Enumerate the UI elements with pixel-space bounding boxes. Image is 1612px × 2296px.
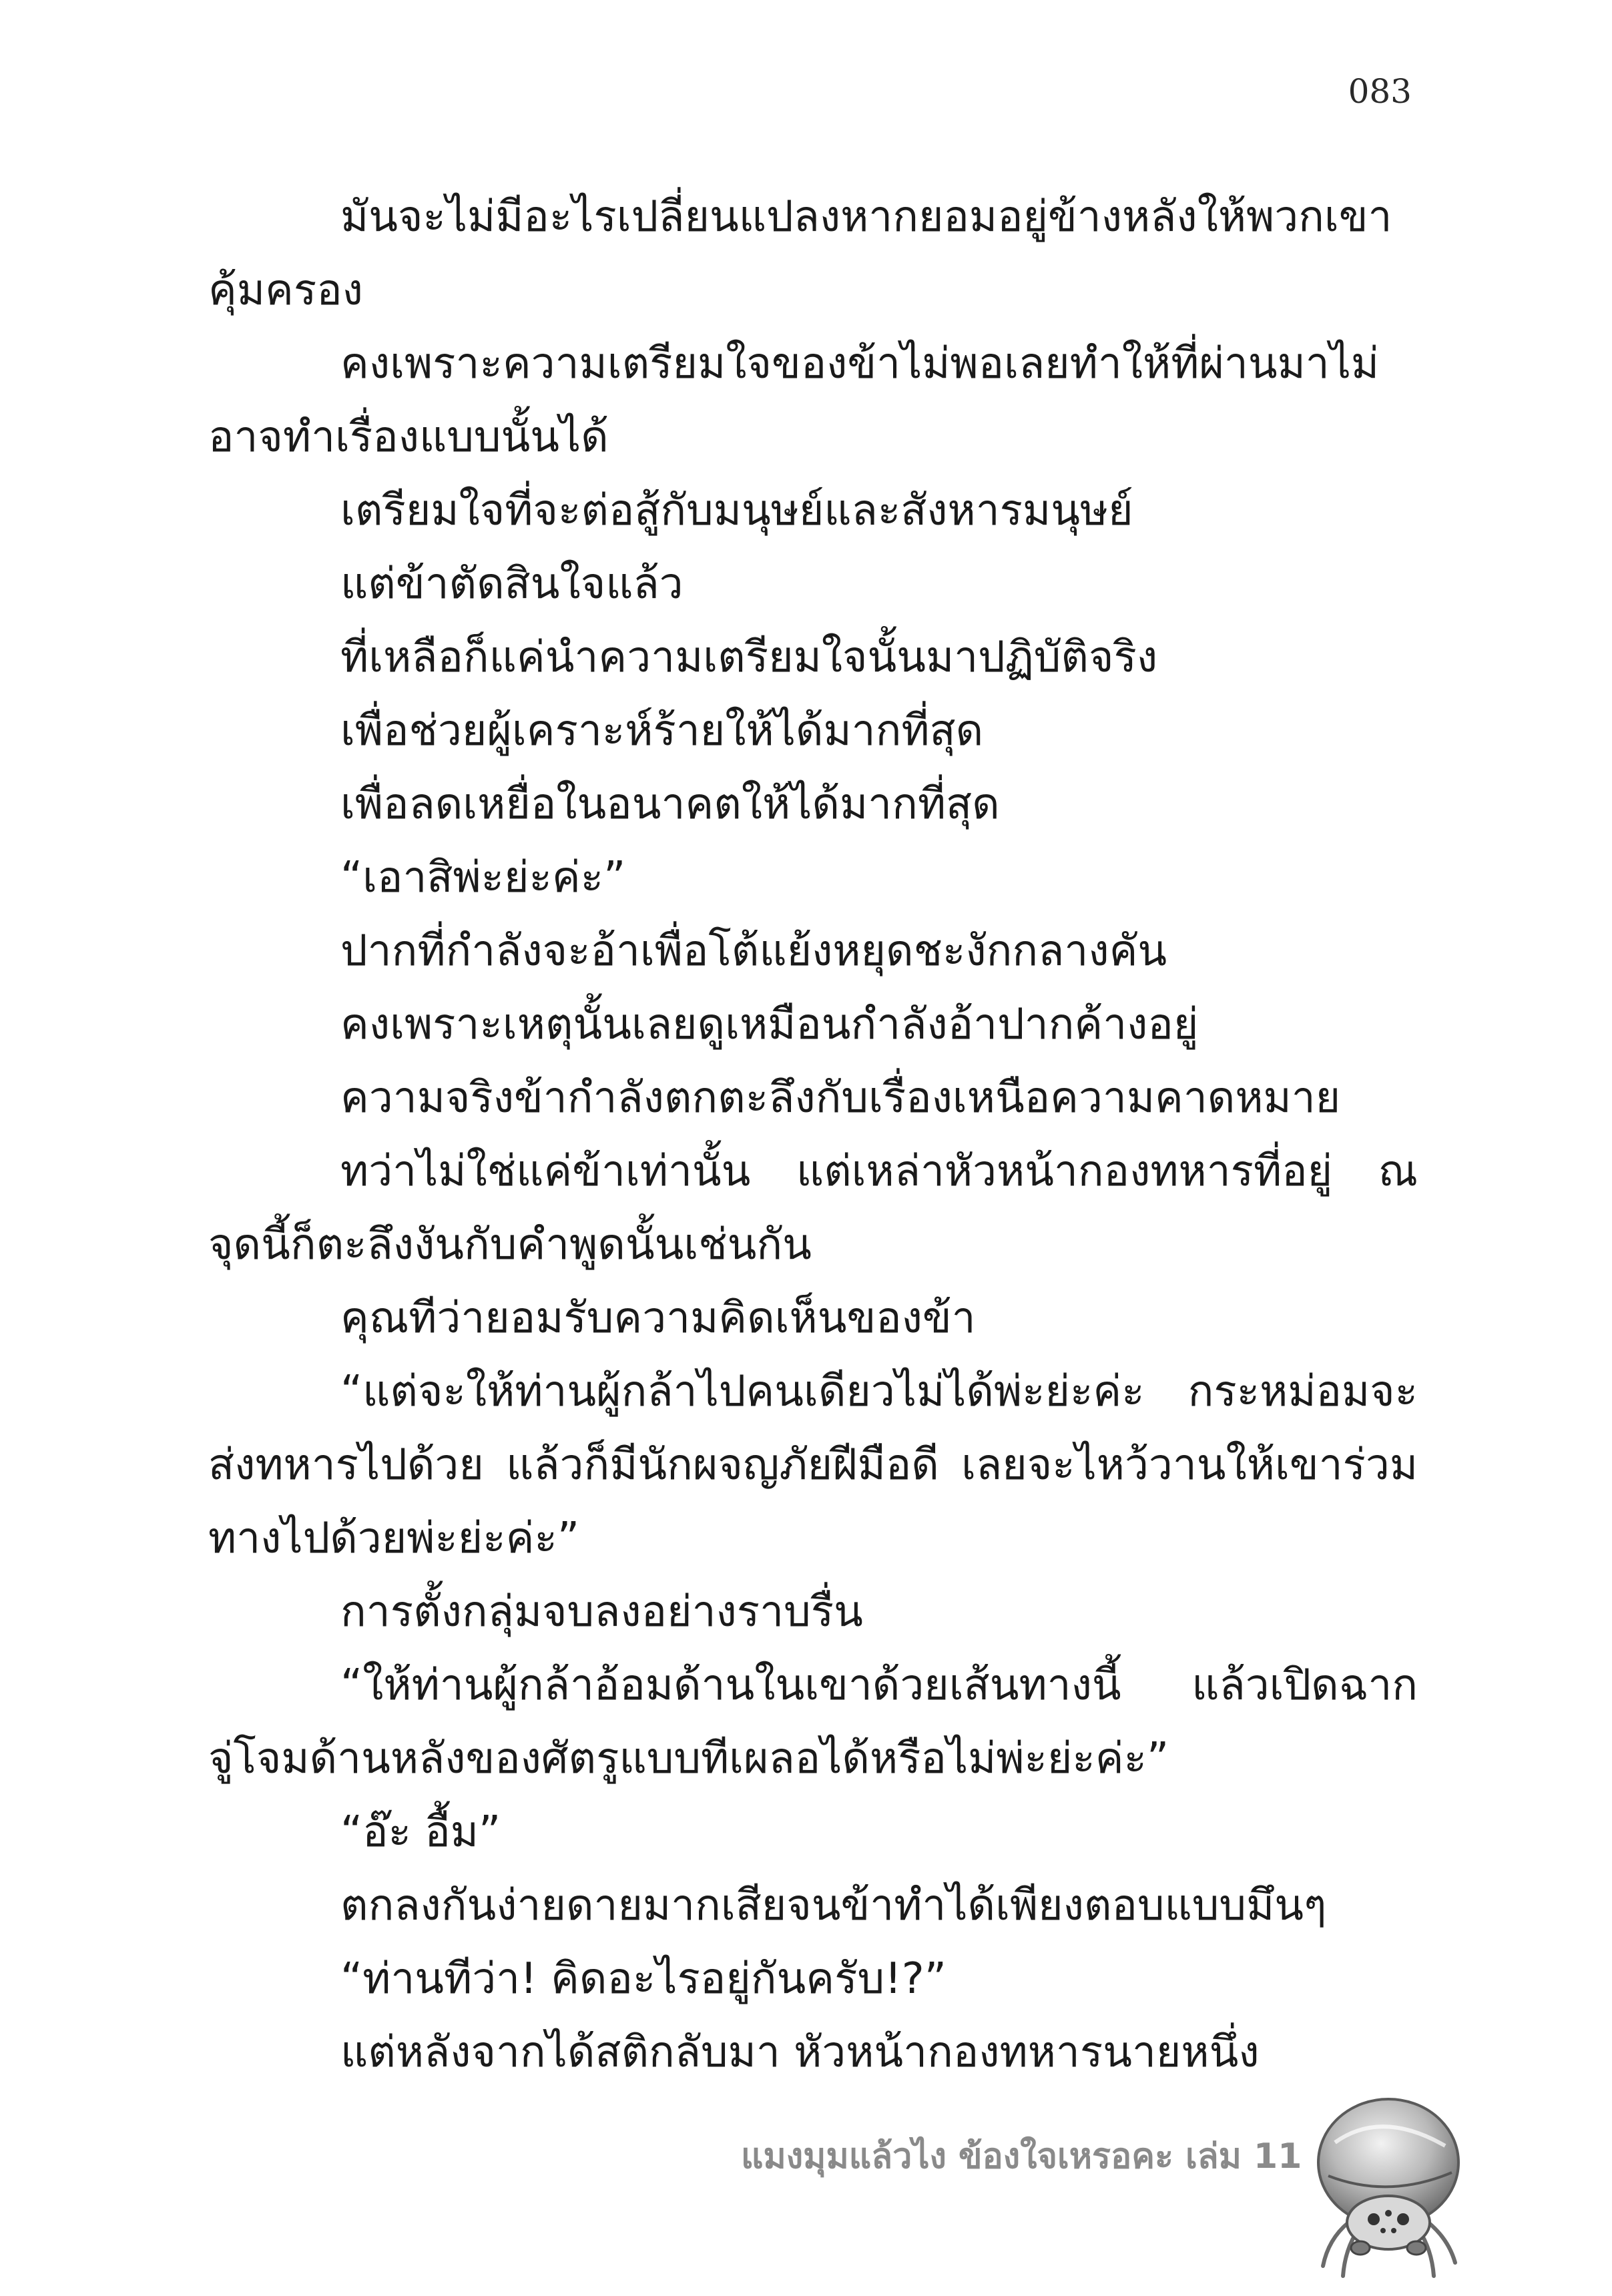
paragraph: เพื่อลดเหยื่อในอนาคตให้ได้มากที่สุด	[340, 780, 1000, 829]
paragraph: คุณทีว่ายอมรับความคิดเห็นของข้า	[340, 1294, 976, 1343]
body-text	[208, 180, 1418, 2089]
paragraph: “เอาสิพ่ะย่ะค่ะ”	[340, 853, 626, 902]
paragraph: เพื่อช่วยผู้เคราะห์ร้ายให้ได้มากที่สุด	[340, 706, 984, 756]
page-number: 083	[1348, 72, 1412, 111]
paragraph: การตั้งกลุ่มจบลงอย่างราบรื่น	[340, 1587, 863, 1637]
paragraph: คงเพราะความเตรียมใจของข้าไม่พอเลยทำให้ที่ผ่านมาไม่อาจทำเรื่องแบบนั้นได้	[208, 339, 1380, 462]
paragraph: “อ๊ะ อื้ม”	[340, 1807, 501, 1857]
paragraph: “ให้ท่านผู้กล้าอ้อมด้านในเขาด้วยเส้นทางนี้ แล้วเปิดฉากจู่โจมด้านหลังของศัตรูแบบทีเผลอได้หรือไม่พ่ะย่ะค่ะ”	[208, 1661, 1418, 1783]
spider-mascot-svg	[1308, 2082, 1468, 2283]
paragraph: “ท่านทีว่า! คิดอะไรอยู่กันครับ!?”	[340, 1954, 947, 2004]
paragraph: ตกลงกันง่ายดายมากเสียจนข้าทำได้เพียงตอบแบบมึนๆ	[340, 1881, 1327, 1930]
spider-mascot-icon	[1308, 2082, 1468, 2283]
paragraph: ทว่าไม่ใช่แค่ข้าเท่านั้น แต่เหล่าหัวหน้ากองทหารที่อยู่ ณ จุดนี้ก็ตะลึงงันกับคำพูดนั้นเช่นกัน	[208, 1147, 1418, 1269]
paragraph: แต่ข้าตัดสินใจแล้ว	[340, 559, 684, 609]
paragraph: คงเพราะเหตุนั้นเลยดูเหมือนกำลังอ้าปากค้างอยู่	[340, 1000, 1199, 1049]
paragraph: ปากที่กำลังจะอ้าเพื่อโต้แย้งหยุดชะงักกลางคัน	[340, 926, 1167, 976]
paragraph: แต่หลังจากได้สติกลับมา หัวหน้ากองทหารนายหนึ่ง	[340, 2028, 1260, 2077]
paragraph: “แต่จะให้ท่านผู้กล้าไปคนเดียวไม่ได้พ่ะย่ะค่ะ กระหม่อมจะส่งทหารไปด้วย แล้วก็มีนักผจญภัยฝีมือดี เลยจะไหว้วานให้เขาร่วมทางไปด้วยพ่ะย่ะค่ะ”	[208, 1367, 1418, 1563]
paragraph: เตรียมใจที่จะต่อสู้กับมนุษย์และสังหารมนุษย์	[340, 486, 1133, 535]
paragraph: ที่เหลือก็แค่นำความเตรียมใจนั้นมาปฏิบัติจริง	[340, 633, 1158, 682]
paragraph: ความจริงข้ากำลังตกตะลึงกับเรื่องเหนือความคาดหมาย	[340, 1073, 1341, 1123]
footer-book-title: แมงมุมแล้วไง ข้องใจเหรอคะ เล่ม 11	[741, 2136, 1302, 2177]
paragraph: มันจะไม่มีอะไรเปลี่ยนแปลงหากยอมอยู่ข้างหลังให้พวกเขาคุ้มครอง	[208, 192, 1392, 315]
